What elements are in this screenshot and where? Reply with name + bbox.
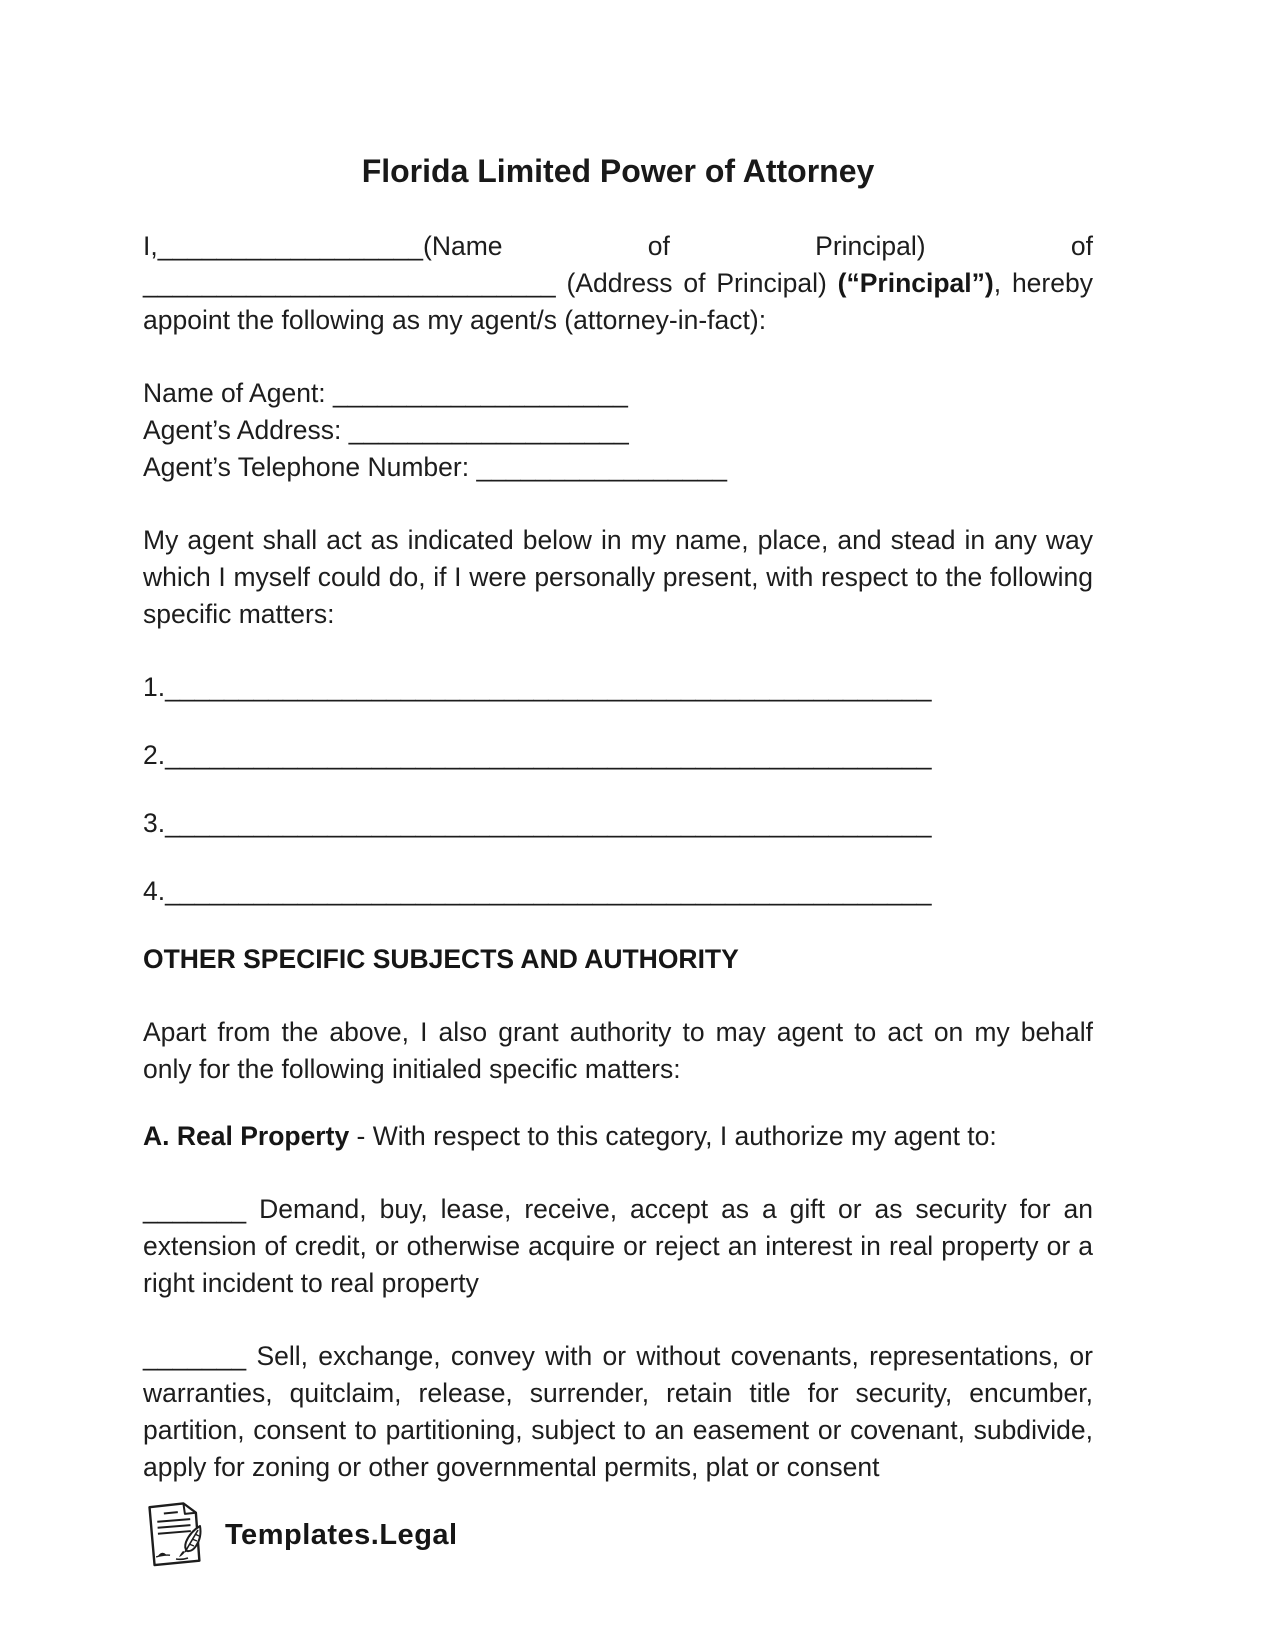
intro-text-after-bold: , hereby appoint the following as my agent/s (attorney-in-fact): <box>143 268 1093 335</box>
agent-address-label: Agent’s Address: <box>143 415 342 445</box>
agent-phone-blank: _________________ <box>476 452 727 482</box>
real-property-heading-rest: - With respect to this category, I authorize my agent to: <box>349 1121 997 1151</box>
intro-paragraph <box>143 228 1093 339</box>
matter-1-number: 1. <box>143 672 166 702</box>
agent-address-blank: ___________________ <box>348 415 629 445</box>
other-authority-heading: OTHER SPECIFIC SUBJECTS AND AUTHORITY <box>143 944 739 974</box>
real-property-item-1 <box>143 1191 1093 1302</box>
agent-name-label: Name of Agent: <box>143 378 326 408</box>
matter-4-blank: ____________________________________________________ <box>165 876 932 906</box>
specific-matter-line-1 <box>143 669 1093 706</box>
brand-footer <box>143 1500 458 1570</box>
matter-3-number: 3. <box>143 808 166 838</box>
item-1-text: Demand, buy, lease, receive, accept as a gift or as security for an extension of credit, or otherwise acquire or reject an interest in real property or a right incident to real property <box>143 1194 1093 1298</box>
agent-address-field <box>143 412 1093 449</box>
matter-2-number: 2. <box>143 740 166 770</box>
matter-4-number: 4. <box>143 876 166 906</box>
specific-matter-line-3 <box>143 805 1093 842</box>
real-property-heading-bold: A. Real Property <box>143 1121 350 1151</box>
document-with-quill-icon <box>143 1500 207 1570</box>
document-title: Florida Limited Power of Attorney <box>361 153 875 189</box>
specific-matters-list <box>143 669 1093 910</box>
document-body <box>143 150 1093 1486</box>
scope-paragraph: My agent shall act as indicated below in my name, place, and stead in any way which I myself could do, if I were personally present, with respect to the following specific matters: <box>143 525 1093 629</box>
real-property-heading <box>143 1118 1093 1155</box>
matter-1-blank: ____________________________________________________ <box>165 672 932 702</box>
item-1-initials-blank: _______ <box>143 1194 247 1224</box>
agent-phone-label: Agent’s Telephone Number: <box>143 452 470 482</box>
agent-phone-field <box>143 449 1093 486</box>
principal-term-bold: (“Principal”) <box>837 268 994 298</box>
specific-matter-line-2 <box>143 737 1093 774</box>
matter-3-blank: ____________________________________________________ <box>165 808 932 838</box>
matter-2-blank: ____________________________________________________ <box>165 740 932 770</box>
real-property-item-2 <box>143 1338 1093 1486</box>
agent-details-block <box>143 375 1093 486</box>
item-2-initials-blank: _______ <box>143 1341 247 1371</box>
specific-matter-line-4 <box>143 873 1093 910</box>
agent-name-blank: ____________________ <box>333 378 628 408</box>
item-2-text: Sell, exchange, convey with or without covenants, representations, or warranties, quitclaim, release, surrender, retain title for security, encumber, partition, consent to partitioning, subject to an easement or covenant, subdivide, apply for zoning or other governmental permits, plat or consent <box>143 1341 1093 1482</box>
brand-name: Templates.Legal <box>225 1518 458 1551</box>
other-authority-intro: Apart from the above, I also grant authority to may agent to act on my behalf only for the following initialed specific matters: <box>143 1017 1093 1084</box>
intro-text-before-bold: I,__________________(Name of Principal) of ____________________________ (Address of Principal) <box>143 231 1093 298</box>
agent-name-field <box>143 375 1093 412</box>
